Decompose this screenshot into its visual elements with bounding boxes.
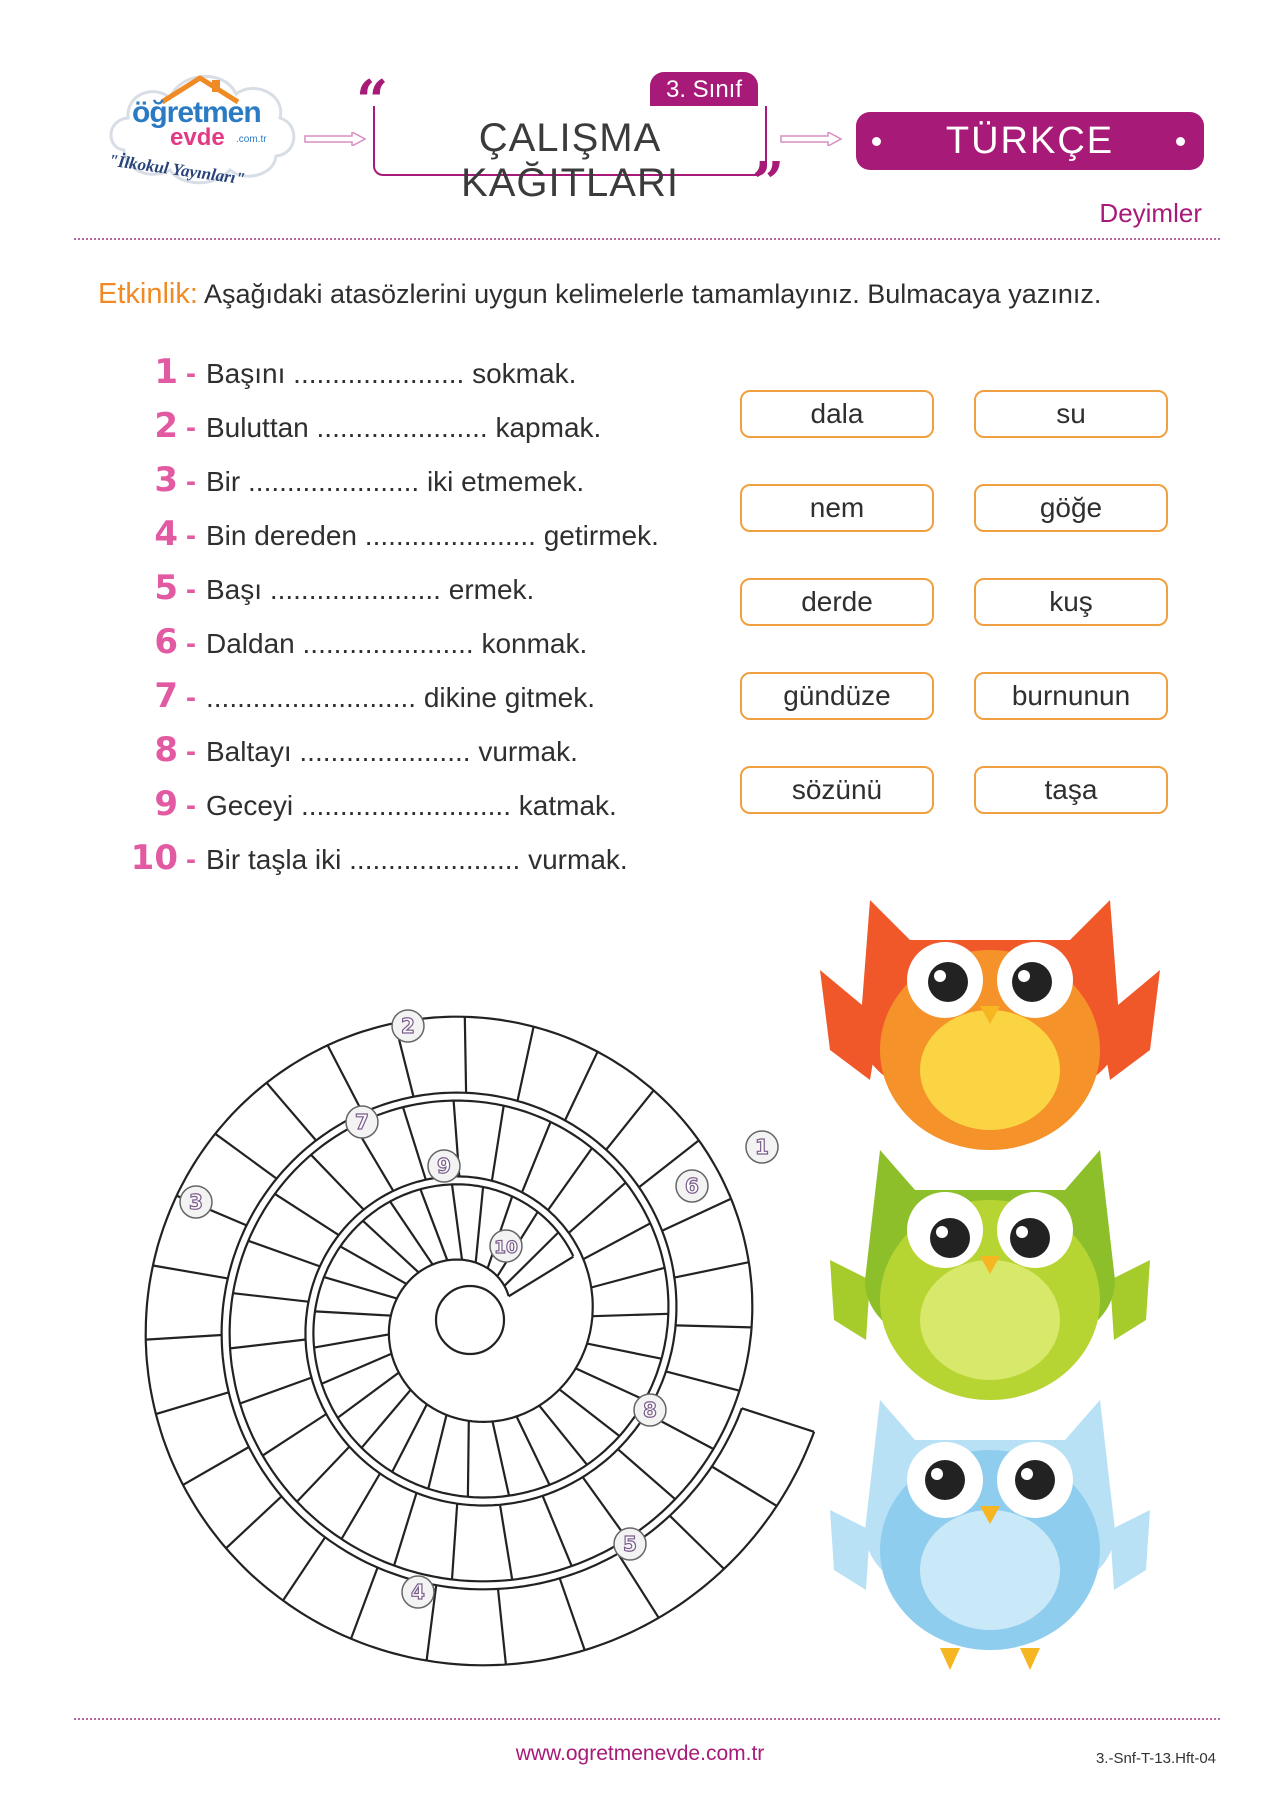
spiral-cell-divider [500, 1505, 512, 1580]
question-before: Başını [206, 358, 286, 389]
spiral-cell-divider [674, 1262, 748, 1277]
spiral-cell-divider [476, 1187, 483, 1263]
question-number: 10 [130, 838, 178, 878]
spiral-cell-divider [283, 1537, 325, 1600]
question-after: dikine gitmek. [423, 682, 596, 713]
spiral-cell-divider [338, 1373, 399, 1418]
spiral-cell-divider [493, 1421, 510, 1495]
question-before: Baltayı [206, 736, 292, 767]
puzzle-number: 6 [685, 1174, 699, 1198]
spiral-cell-divider [263, 1414, 327, 1456]
question-before: Geceyi [206, 790, 294, 821]
spiral-cell-divider [215, 1134, 276, 1179]
word-box[interactable]: kuş [974, 578, 1168, 626]
spiral-cell-divider [662, 1199, 731, 1231]
puzzle-number: 2 [401, 1014, 415, 1038]
owls-illustration [800, 880, 1180, 1680]
spiral-cell-divider [314, 1334, 389, 1347]
logo-domain: .com.tr [236, 134, 267, 145]
close-quote-icon: ” [752, 150, 785, 216]
footer-url[interactable]: www.ogretmenevde.com.tr [515, 1742, 765, 1765]
grade-tab: 3. Sınıf [650, 72, 758, 106]
spiral-cell-divider [392, 1404, 427, 1472]
question-blank[interactable]: ........................... [300, 790, 511, 821]
spiral-cell-divider [543, 1496, 572, 1566]
spiral-cell-divider [230, 1340, 306, 1349]
question-dash: - [186, 573, 196, 606]
spiral-cell-divider [559, 1389, 619, 1436]
question-number: 9 [154, 784, 178, 824]
word-box[interactable]: su [974, 390, 1168, 438]
spiral-cell-divider [492, 1106, 504, 1181]
question-dash: - [186, 465, 196, 498]
question-blank[interactable]: ........................... [206, 682, 417, 713]
spiral-cell-divider [618, 1554, 659, 1618]
question-number: 7 [154, 676, 178, 716]
spiral-cell-divider [240, 1378, 312, 1404]
question-number: 6 [154, 622, 178, 662]
spiral-cell-divider [676, 1325, 752, 1327]
spiral-cell-divider [146, 1335, 222, 1340]
spiral-cell-divider [351, 1568, 378, 1639]
puzzle-number: 5 [623, 1532, 637, 1556]
instruction-label: Etkinlik: [98, 278, 198, 310]
word-box[interactable]: burnunun [974, 672, 1168, 720]
question-before: Başı [206, 574, 263, 605]
spiral-cell-divider [362, 1390, 411, 1448]
spiral-cell-divider [548, 1148, 592, 1210]
question-before: Buluttan [206, 412, 309, 443]
question-blank[interactable]: ...................... [248, 466, 420, 497]
spiral-cell-divider [248, 1241, 320, 1267]
word-box[interactable]: gündüze [740, 672, 934, 720]
question-after: konmak. [481, 628, 588, 659]
question-blank[interactable]: ...................... [316, 412, 488, 443]
spiral-cell-divider [465, 1017, 466, 1093]
puzzle-number: 9 [437, 1154, 451, 1178]
spiral-cell-divider [517, 1416, 550, 1484]
question-number: 2 [154, 406, 178, 446]
spiral-cell-divider [666, 1371, 740, 1390]
page-title: ÇALIŞMA KAĞITLARI [461, 116, 679, 205]
question-after: iki etmemek. [426, 466, 585, 497]
footer-divider [74, 1718, 1220, 1720]
question-number: 4 [154, 514, 178, 554]
spiral-cell-divider [153, 1266, 228, 1279]
spiral-cell-divider [233, 1293, 309, 1302]
spiral-cell-divider [267, 1083, 317, 1141]
question-dash: - [186, 519, 196, 552]
question-dash: - [186, 357, 196, 390]
spiral-cell-divider [560, 1578, 585, 1650]
question-before: Bir taşla iki [206, 844, 342, 875]
puzzle-number: 7 [355, 1110, 369, 1134]
question-number: 3 [154, 460, 178, 500]
blue-owl-icon [830, 1400, 1150, 1670]
question-after: katmak. [518, 790, 617, 821]
puzzle-number: 8 [643, 1398, 657, 1422]
spiral-cell-divider [670, 1516, 724, 1569]
spiral-cell-divider [328, 1045, 363, 1113]
word-box[interactable]: göğe [974, 484, 1168, 532]
spiral-cell-divider [712, 1467, 777, 1506]
spiral-cell-divider [452, 1504, 457, 1580]
spiral-cell-divider [565, 1052, 598, 1121]
green-owl-icon [830, 1150, 1150, 1400]
logo-tagline: "İlkokul Yayınları" [107, 150, 247, 189]
question-dash: - [186, 843, 196, 876]
spiral-cell-divider [587, 1344, 662, 1359]
question-dash: - [186, 627, 196, 660]
spiral-cell-divider [606, 1090, 654, 1149]
question-dash: - [186, 735, 196, 768]
puzzle-number: 3 [189, 1190, 203, 1214]
logo-word-ogretmen: öğretmen [132, 96, 261, 129]
spiral-outer-edge [146, 1017, 814, 1666]
question-number: 1 [154, 352, 178, 392]
spiral-cell-divider [342, 1474, 381, 1540]
spiral-cell-divider [576, 1368, 645, 1400]
open-quote-icon: “ [356, 68, 389, 134]
subject-pill: TÜRKÇE [856, 112, 1204, 170]
spiral-center [436, 1286, 504, 1354]
spiral-cell-divider [468, 1421, 469, 1497]
question-after: kapmak. [495, 412, 602, 443]
footer-code: 3.-Snf-T-13.Hft-04 [1095, 1750, 1216, 1767]
spiral-cell-divider [583, 1223, 650, 1259]
spiral-cell-divider [618, 1449, 675, 1499]
spiral-cell-divider [518, 1027, 534, 1101]
question-blank[interactable]: ...................... [364, 520, 536, 551]
word-box[interactable]: sözünü [740, 766, 934, 814]
spiral-cell-divider [522, 1122, 551, 1192]
spiral-cell-divider [420, 1189, 447, 1260]
question-blank[interactable]: ...................... [349, 844, 521, 875]
question-dash: - [186, 789, 196, 822]
question-after: ermek. [448, 574, 535, 605]
question-dash: - [186, 411, 196, 444]
spiral-cell-divider [324, 1277, 397, 1298]
question-blank[interactable]: ...................... [299, 736, 471, 767]
question-after: vurmak. [478, 736, 578, 767]
question-after: getirmek. [543, 520, 659, 551]
question-blank[interactable]: ...................... [293, 358, 465, 389]
word-box[interactable]: taşa [974, 766, 1168, 814]
spiral-cell-divider [592, 1314, 668, 1316]
question-number: 5 [154, 568, 178, 608]
instruction-text: Aşağıdaki atasözlerini uygun kelimelerle tamamlayınız. Bulmacaya yazınız. [203, 279, 1102, 309]
spiral-cell-divider [311, 1155, 364, 1210]
question-dash: - [186, 681, 196, 714]
question-number: 8 [154, 730, 178, 770]
question-before: Daldan [206, 628, 295, 659]
spiral-cell-divider [498, 1589, 506, 1665]
word-box[interactable]: dala [740, 390, 934, 438]
spiral-cell-divider [297, 1447, 349, 1502]
spiral-cell-divider [403, 1107, 426, 1180]
question-before: Bin dereden [206, 520, 358, 551]
spiral-cell-divider [226, 1496, 282, 1548]
puzzle-number: 1 [755, 1135, 769, 1159]
spiral-cell-divider [583, 1477, 627, 1539]
spiral-cell-divider [452, 1184, 462, 1259]
topic-label: Deyimler [1099, 198, 1202, 228]
question-blank[interactable]: ...................... [302, 628, 474, 659]
spiral-cell-divider [428, 1415, 446, 1489]
word-box[interactable]: nem [740, 484, 934, 532]
spiral-cell-divider [322, 1354, 392, 1384]
spiral-cell-divider [394, 1493, 416, 1566]
spiral-cell-divider [315, 1311, 391, 1315]
spiral-cell-divider [183, 1447, 249, 1485]
spiral-cell-divider [591, 1268, 664, 1288]
spiral-cell-divider [539, 1406, 587, 1465]
spiral-end-cap [509, 1257, 574, 1297]
orange-owl-icon [820, 900, 1160, 1150]
question-blank[interactable]: ...................... [269, 574, 441, 605]
puzzle-number: 4 [411, 1580, 425, 1604]
word-box[interactable]: derde [740, 578, 934, 626]
puzzle-number: 10 [494, 1238, 518, 1258]
spiral-cell-divider [390, 1202, 433, 1265]
question-after: sokmak. [472, 358, 577, 389]
spiral-cell-divider [156, 1392, 229, 1414]
spiral-cell-divider [275, 1194, 339, 1235]
logo-word-evde: evde [170, 124, 225, 151]
spiral-cell-divider [569, 1183, 626, 1233]
question-before: Bir [206, 466, 241, 497]
question-after: vurmak. [528, 844, 628, 875]
